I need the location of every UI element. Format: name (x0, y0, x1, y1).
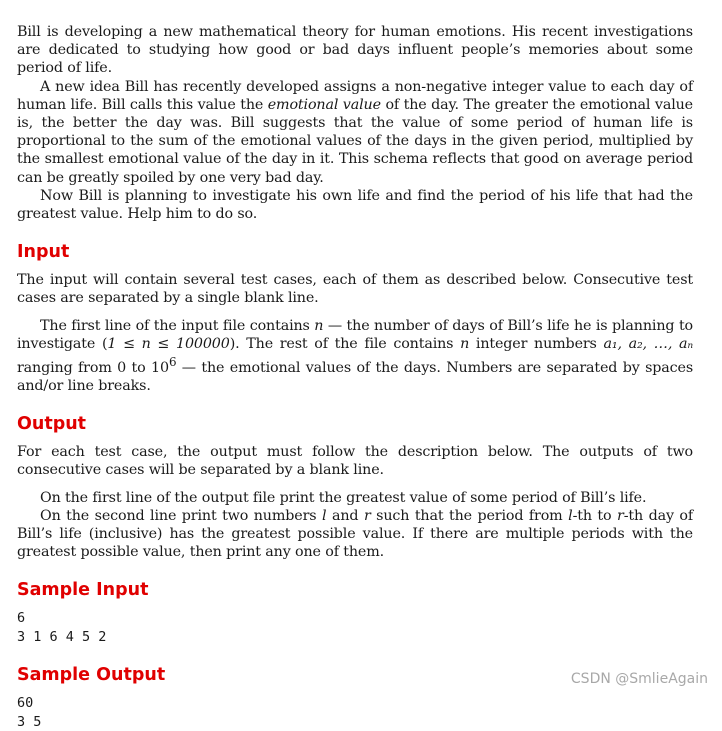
output-text: -th day of Bill’s life (inclusive) has the greatest possible value. If there are multiple periods with the greatest possible value, then print any one of them. (17, 507, 693, 561)
input-text: — the number of days of Bill’s life he is planning to investigate ( (17, 317, 693, 352)
math-var: r (617, 507, 624, 524)
math-exponent: 6 (168, 355, 177, 370)
statement-paragraph-1: Bill is developing a new mathematical theory for human emotions. His recent investigations are dedicated to studying how good or bad days influent people’s memories about some period of life. (17, 24, 693, 77)
output-heading: Output (17, 414, 87, 435)
input-heading: Input (17, 242, 70, 263)
output-text: and (326, 507, 364, 524)
output-text: -th to (572, 507, 618, 524)
math-range: 1 ≤ n ≤ 100000 (107, 335, 230, 352)
problem-statement (17, 23, 693, 731)
statement-paragraph-3: Now Bill is planning to investigate his own life and find the period of his life that had the greatest value. Help him to do so. (17, 187, 693, 223)
csdn-watermark: CSDN @SmlieAgain (570, 671, 708, 687)
statement-paragraph-2 (17, 78, 693, 187)
input-text: integer numbers (469, 335, 604, 352)
output-paragraph-2: On the first line of the output file print the greatest value of some period of Bill’s life. (40, 489, 647, 506)
math-var: n (314, 317, 324, 334)
sample-output-heading: Sample Output (17, 665, 166, 686)
statement-text: A new idea Bill has recently developed assigns a non-negative integer value to each day of human life. Bill calls this value the (17, 78, 693, 113)
output-paragraph-3 (17, 507, 693, 562)
emphasis-term: emotional value (267, 96, 381, 113)
math-sequence: a₁, a₂, …, aₙ (603, 335, 693, 352)
output-text: such that the period from (370, 507, 569, 524)
math-var: l (568, 507, 573, 524)
sample-output-line-1: 60 (17, 695, 34, 712)
statement-text: of the day. The greater the emotional value is, the better the day was. Bill suggests that the value of some period of human life is proportional to the sum of the emotional values of the days in the given period, multiplied by the smallest emotional value of the day in it. This schema reflects that good on average period can be greatly spoiled by one very bad day. (17, 96, 693, 186)
sample-output-line-2: 3 5 (17, 713, 42, 730)
math-var: r (363, 507, 371, 524)
math-var: l (322, 507, 327, 524)
sample-input-heading: Sample Input (17, 580, 149, 601)
input-paragraph-1: The input will contain several test cases, each of them as described below. Consecutive test cases are separated by a single blank line. (17, 272, 693, 307)
input-paragraph-2 (17, 317, 693, 396)
sample-input-line-2: 3 1 6 4 5 2 (17, 628, 107, 645)
input-text: The first line of the input file contains (40, 317, 315, 334)
math-var: n (460, 335, 470, 352)
output-paragraph-1: For each test case, the output must follow the description below. The outputs of two consecutive cases will be separated by a blank line. (17, 444, 693, 479)
sample-input-line-1: 6 (17, 610, 26, 627)
input-text: — the emotional values of the days. Numbers are separated by spaces and/or line breaks. (17, 359, 694, 395)
output-text: On the second line print two numbers (40, 507, 322, 524)
input-text: ). The rest of the file contains (229, 335, 461, 352)
input-text: ranging from 0 to 10 (17, 359, 169, 376)
